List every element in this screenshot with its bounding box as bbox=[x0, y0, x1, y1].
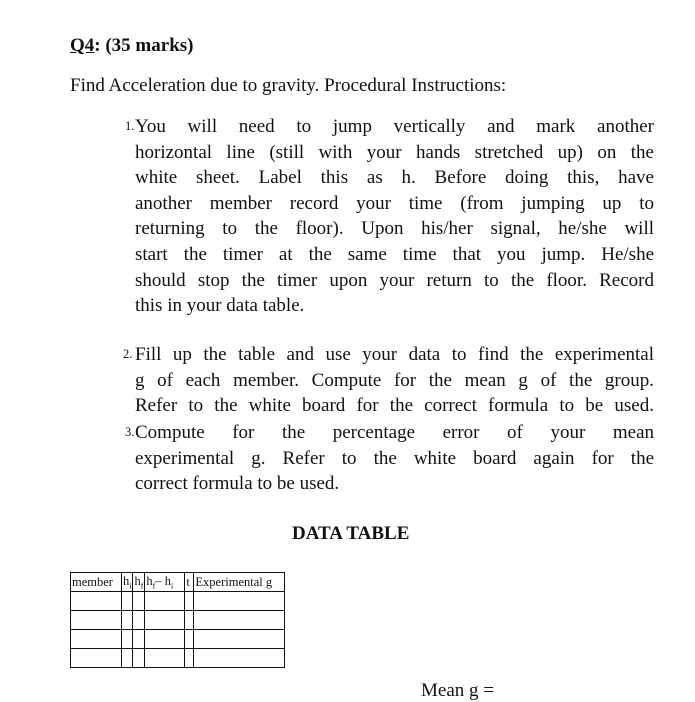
header-member: member bbox=[71, 573, 122, 592]
table-cell[interactable] bbox=[194, 592, 285, 611]
table-cell[interactable] bbox=[194, 611, 285, 630]
table-cell[interactable] bbox=[122, 611, 133, 630]
question-marks: : (35 marks) bbox=[94, 35, 194, 56]
instruction-number: 3. bbox=[125, 425, 135, 439]
table-cell[interactable] bbox=[145, 611, 185, 630]
instruction-line: returning to the floor). Upon his/her signal, he/she will bbox=[135, 218, 654, 240]
table-cell[interactable] bbox=[122, 649, 133, 668]
instruction-item-1 bbox=[125, 114, 654, 319]
instruction-line: Refer to the white board for the correct formula to be used. bbox=[135, 395, 654, 417]
question-heading bbox=[70, 35, 193, 57]
table-cell[interactable] bbox=[185, 611, 194, 630]
table-cell[interactable] bbox=[194, 649, 285, 668]
instruction-line: start the timer at the same time that you jump. He/she bbox=[135, 243, 654, 265]
instruction-number: 2. bbox=[123, 347, 133, 361]
table-cell[interactable] bbox=[133, 630, 145, 649]
question-label: Q4 bbox=[70, 35, 95, 56]
instruction-line: this in your data table. bbox=[135, 295, 305, 317]
instruction-line: Compute for the percentage error of your mean bbox=[135, 422, 654, 443]
instruction-line: another member record your time (from jumping up to bbox=[135, 192, 654, 214]
instruction-line: Fill up the table and use your data to find the experimental bbox=[135, 344, 654, 365]
instruction-item-2 bbox=[123, 342, 654, 419]
table-cell[interactable] bbox=[194, 630, 285, 649]
table-header-row bbox=[71, 573, 285, 592]
table-cell[interactable] bbox=[145, 592, 185, 611]
table-cell[interactable] bbox=[133, 649, 145, 668]
data-table bbox=[70, 572, 285, 668]
instruction-line: should stop the timer upon your return to the floor. Record bbox=[135, 269, 654, 291]
table-cell[interactable] bbox=[133, 611, 145, 630]
table-row bbox=[71, 611, 285, 630]
data-table-title: DATA TABLE bbox=[292, 523, 410, 544]
instruction-line: You will need to jump vertically and mark another bbox=[135, 116, 654, 137]
table-row bbox=[71, 592, 285, 611]
instruction-line: experimental g. Refer to the white board again for the bbox=[135, 447, 654, 469]
mean-g-label: Mean g = bbox=[421, 680, 494, 701]
table-row bbox=[71, 649, 285, 668]
table-cell[interactable] bbox=[71, 611, 122, 630]
instruction-item-3 bbox=[125, 420, 654, 497]
instruction-line: g of each member. Compute for the mean g of the group. bbox=[135, 369, 654, 391]
instruction-line: correct formula to be used. bbox=[135, 473, 340, 495]
table-row bbox=[71, 630, 285, 649]
table-cell[interactable] bbox=[185, 649, 194, 668]
table-cell[interactable] bbox=[185, 592, 194, 611]
table-cell[interactable] bbox=[133, 592, 145, 611]
table-cell[interactable] bbox=[71, 592, 122, 611]
header-hi: $h_i$ bbox=[123, 573, 132, 591]
table-cell[interactable] bbox=[145, 630, 185, 649]
table-cell[interactable] bbox=[71, 649, 122, 668]
header-hf: $h_f$ bbox=[134, 573, 144, 591]
intro-text: Find Acceleration due to gravity. Procedural Instructions: bbox=[70, 75, 507, 96]
table-cell[interactable] bbox=[122, 592, 133, 611]
header-experimental-g: Experimental g bbox=[194, 573, 285, 592]
instruction-line: horizontal line (still with your hands stretched up) on the bbox=[135, 141, 654, 163]
header-hf-minus-hi: $h_f-$ $h_i$ bbox=[145, 573, 185, 592]
table-cell[interactable] bbox=[185, 630, 194, 649]
table-cell[interactable] bbox=[145, 649, 185, 668]
instruction-line: white sheet. Label this as h. Before doing this, have bbox=[135, 167, 654, 189]
instruction-number: 1. bbox=[125, 119, 135, 133]
table-cell[interactable] bbox=[71, 630, 122, 649]
table-cell[interactable] bbox=[122, 630, 133, 649]
header-t: t bbox=[185, 573, 194, 592]
